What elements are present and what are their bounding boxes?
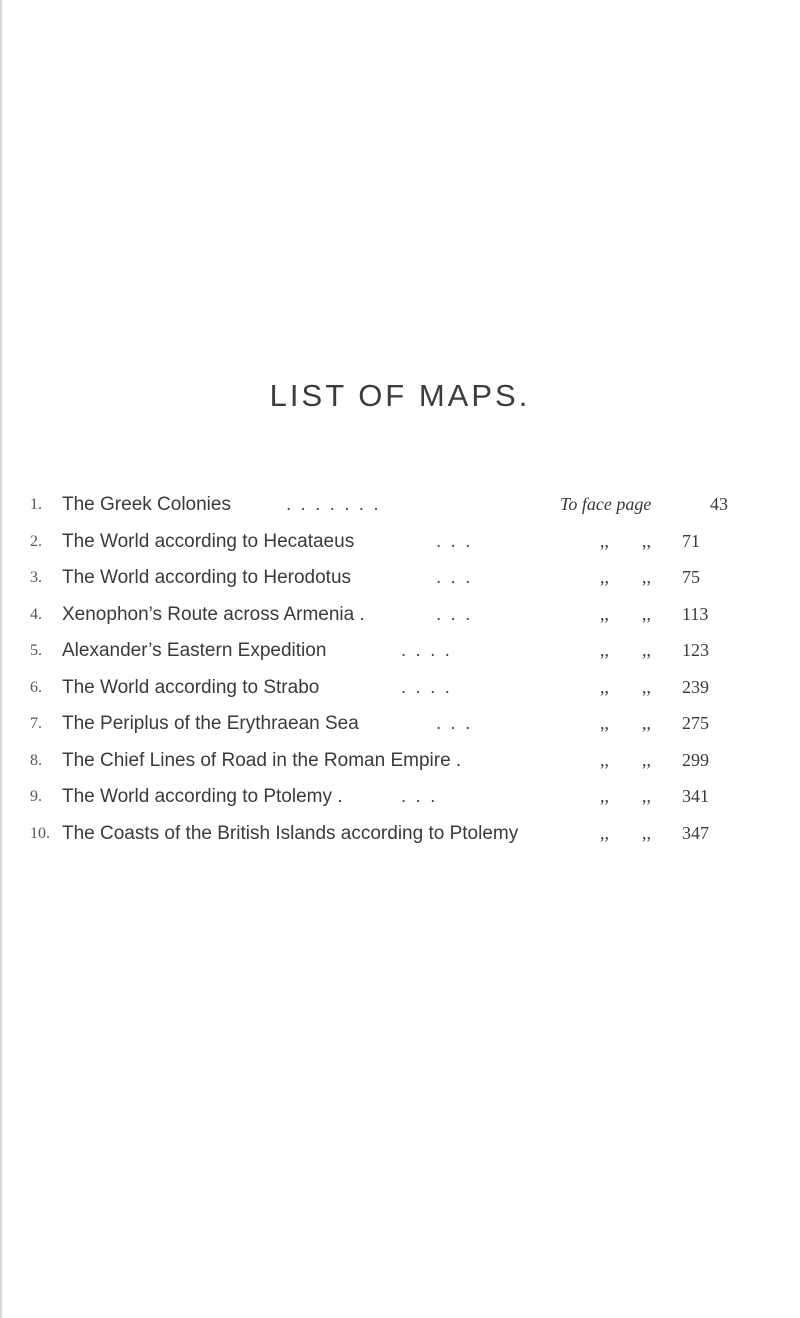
list-item (0, 742, 800, 779)
ditto-mark: ,, (600, 822, 609, 843)
entry-number: 5. (30, 642, 42, 659)
entry-number: 10. (30, 824, 50, 842)
ditto-mark: ,, (600, 530, 609, 551)
leader-dots: . . . (436, 713, 473, 734)
ditto-mark: ,, (642, 676, 651, 697)
entry-number: 3. (30, 569, 42, 586)
page-number: 75 (682, 567, 700, 587)
page-number: 299 (682, 749, 709, 770)
ditto-mark: ,, (642, 567, 651, 587)
page-number: 275 (682, 713, 709, 733)
ditto-mark: ,, (600, 676, 609, 697)
ditto-mark: ,, (642, 822, 651, 843)
leader-dots: . . . . (401, 676, 452, 698)
ditto-mark: ,, (600, 786, 609, 806)
maps-list (0, 486, 800, 851)
entry-name: The World according to Strabo (62, 676, 320, 698)
page-number: 341 (682, 786, 709, 806)
list-item (0, 632, 800, 669)
leader-dots: . . . (436, 530, 473, 552)
entry-number: 9. (30, 788, 42, 805)
leader-dots: . . . (436, 567, 473, 588)
page-number: 113 (682, 603, 709, 624)
entry-number: 1. (30, 496, 42, 513)
entry-name: The World according to Herodotus (62, 567, 352, 588)
ditto-mark: ,, (600, 567, 609, 587)
entry-number: 6. (30, 678, 42, 696)
leader-dots: . . . (436, 603, 473, 625)
ditto-mark: ,, (642, 603, 651, 624)
page-number: 239 (682, 676, 709, 697)
list-item (0, 559, 800, 596)
ditto-mark: ,, (642, 530, 651, 551)
entry-name: The Greek Colonies (62, 494, 231, 515)
leader-dots: . . . (401, 786, 438, 807)
page-title: LIST OF MAPS. (269, 378, 531, 413)
entry-name: The Chief Lines of Road in the Roman Empire . (62, 749, 462, 771)
entry-name: The Periplus of the Erythraean Sea (62, 713, 359, 734)
ditto-mark: ,, (642, 749, 651, 770)
ditto-mark: ,, (642, 786, 651, 806)
ditto-mark: ,, (600, 713, 609, 733)
ditto-mark: ,, (600, 749, 609, 770)
entry-name: The World according to Hecataeus (62, 530, 355, 552)
list-item (0, 778, 800, 815)
ditto-mark: ,, (600, 603, 609, 624)
entry-number: 8. (30, 751, 42, 769)
list-item (0, 596, 800, 633)
entry-number: 4. (30, 605, 42, 623)
entry-name: Alexander’s Eastern Expedition (62, 640, 327, 661)
face-page-label: To face page (560, 494, 652, 514)
page-number: 123 (682, 640, 709, 660)
entry-number: 7. (30, 715, 42, 732)
entry-name: Xenophon’s Route across Armenia . (62, 603, 365, 625)
list-item (0, 523, 800, 560)
list-item (0, 486, 800, 523)
ditto-mark: ,, (600, 640, 609, 660)
entry-name: The World according to Ptolemy . (62, 786, 343, 807)
entry-number: 2. (30, 532, 42, 550)
page-number: 71 (682, 530, 700, 551)
page-number: 43 (710, 494, 728, 514)
entry-name: The Coasts of the British Islands according to Ptolemy (62, 822, 519, 844)
list-item (0, 815, 800, 852)
leader-dots: . . . . . . . (286, 494, 381, 515)
page-number: 347 (682, 822, 709, 843)
list-item (0, 669, 800, 706)
ditto-mark: ,, (642, 713, 651, 733)
leader-dots: . . . . (401, 640, 452, 661)
ditto-mark: ,, (642, 640, 651, 660)
list-item (0, 705, 800, 742)
